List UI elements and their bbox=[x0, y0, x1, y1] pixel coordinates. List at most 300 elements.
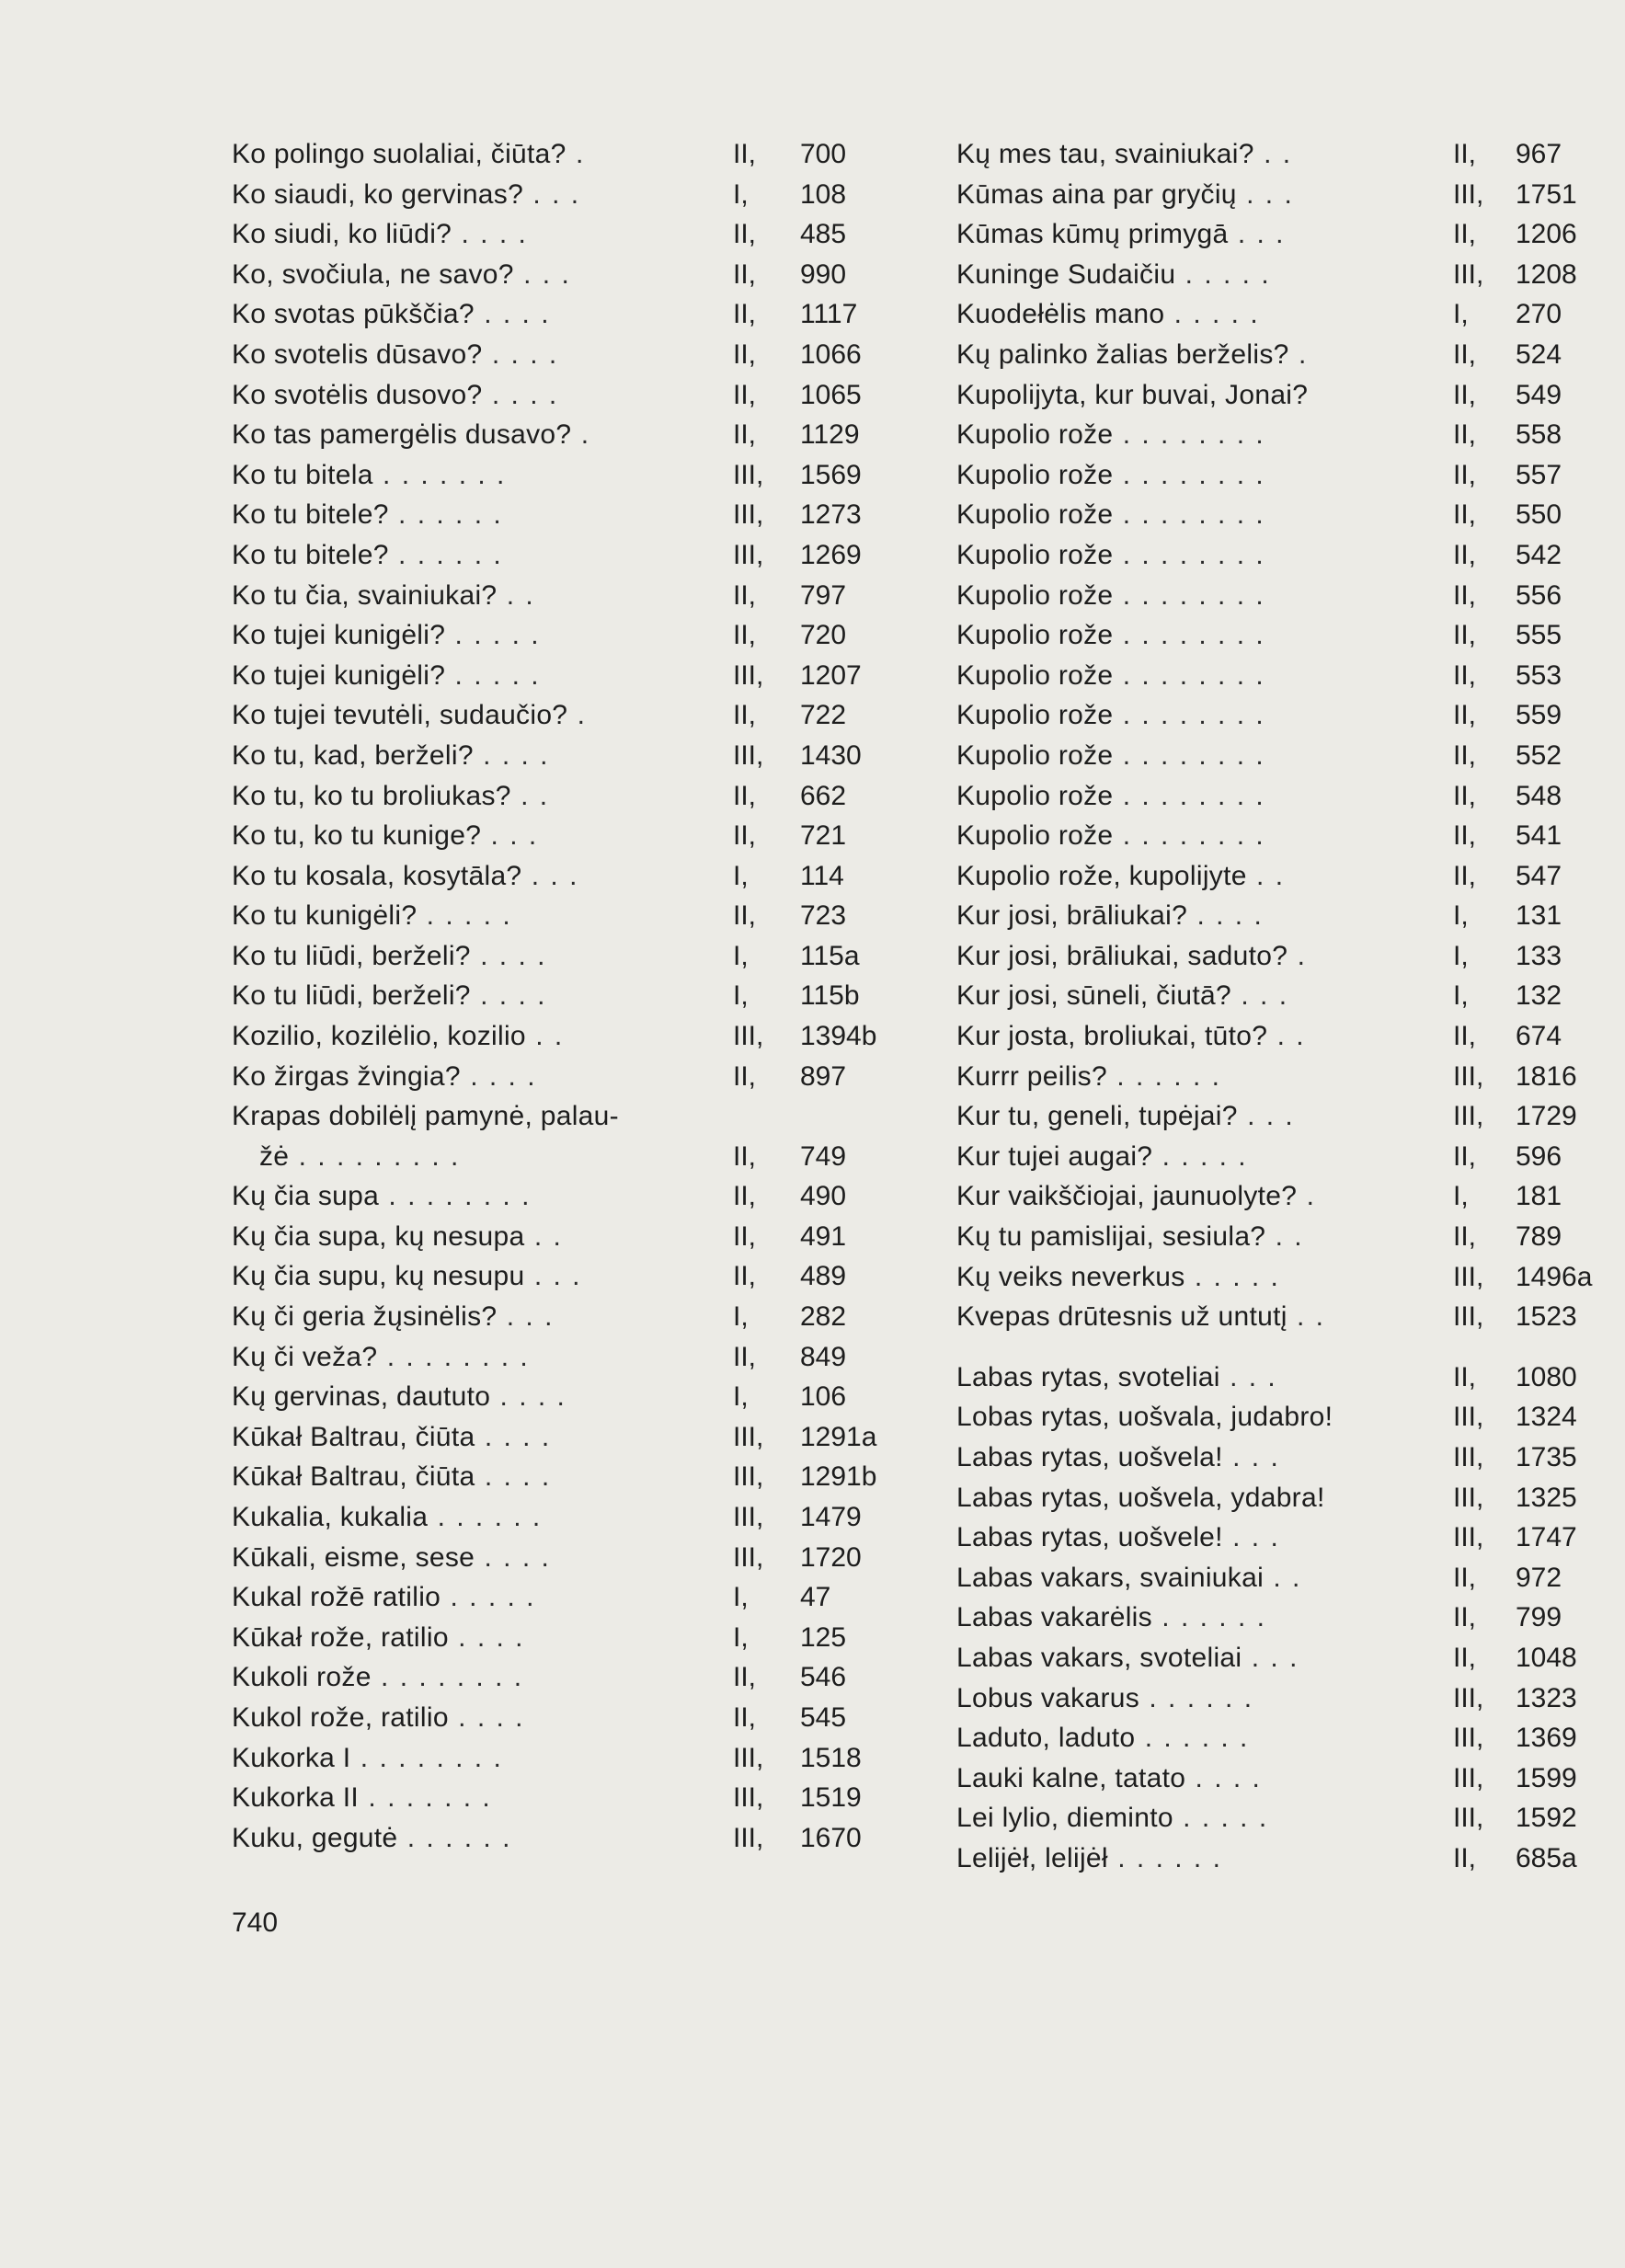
entry-title: Labas rytas, uošvela, ydabra! bbox=[956, 1482, 1325, 1513]
entry-title: Kupolio rože . . . . . . . . bbox=[956, 459, 1265, 490]
entry-volume: III, bbox=[733, 1782, 764, 1814]
entry-volume: II, bbox=[733, 219, 757, 250]
leader-dots: . . . . . . . bbox=[372, 459, 507, 490]
leader-dots: . . . bbox=[497, 1301, 555, 1333]
index-entry bbox=[232, 1096, 857, 1176]
entry-title: Labas vakars, svoteliai . . . bbox=[956, 1642, 1299, 1673]
leader-dots: . . . . . . bbox=[397, 1822, 512, 1853]
entry-title: Ko tu kunigėli? . . . . . bbox=[232, 900, 512, 932]
entry-volume: II, bbox=[733, 620, 757, 651]
leader-dots: . bbox=[571, 419, 591, 451]
entry-volume: I, bbox=[1453, 1181, 1469, 1212]
entry-number: 106 bbox=[800, 1381, 847, 1413]
entry-number: 1430 bbox=[800, 739, 862, 771]
entry-volume: III, bbox=[1453, 178, 1484, 210]
entry-title: Labas rytas, uošvele! . . . bbox=[956, 1522, 1280, 1553]
leader-dots: . . . bbox=[1231, 980, 1289, 1012]
index-entry bbox=[956, 1057, 1582, 1097]
index-entry bbox=[232, 1778, 862, 1818]
entry-number: 559 bbox=[1516, 700, 1562, 731]
entry-title: Lobus vakarus . . . . . . bbox=[956, 1682, 1254, 1713]
leader-dots: . . . . bbox=[473, 739, 550, 771]
entry-volume: I, bbox=[733, 860, 749, 891]
entry-volume: II, bbox=[1453, 1221, 1477, 1253]
leader-dots: . . . . . . . . bbox=[1113, 539, 1265, 570]
leader-dots: . . bbox=[497, 579, 535, 611]
entry-number: 789 bbox=[1516, 1221, 1562, 1253]
index-entry bbox=[232, 1497, 862, 1538]
entry-volume: I, bbox=[1453, 900, 1469, 932]
entry-title: Kupolio rože . . . . . . . . bbox=[956, 659, 1265, 691]
entry-title: Kupolio rože, kupolijyte . . bbox=[956, 860, 1286, 891]
index-entry bbox=[956, 1518, 1582, 1558]
entry-number: 1518 bbox=[800, 1742, 862, 1773]
entry-volume: III, bbox=[733, 539, 764, 570]
entry-number: 485 bbox=[800, 219, 847, 250]
entry-title: Kupolio rože . . . . . . . . bbox=[956, 820, 1265, 852]
index-entry bbox=[956, 214, 1582, 255]
entry-number: 1394b bbox=[800, 1021, 877, 1052]
leader-dots: . . . . . bbox=[1175, 258, 1271, 290]
index-entry bbox=[956, 1096, 1582, 1137]
leader-dots: . . . . bbox=[475, 1541, 551, 1573]
entry-number: 1751 bbox=[1516, 178, 1577, 210]
leader-dots: . . . bbox=[1236, 178, 1294, 210]
entry-volume: III, bbox=[733, 1822, 764, 1853]
entry-number: 114 bbox=[800, 860, 844, 891]
index-entry bbox=[232, 335, 862, 375]
index-entry bbox=[956, 1357, 1582, 1398]
entry-volume: II, bbox=[1453, 659, 1477, 691]
index-entry bbox=[232, 375, 862, 416]
leader-dots: . . . bbox=[481, 820, 539, 852]
entry-number: 1599 bbox=[1516, 1762, 1577, 1793]
leader-dots: . . . . . . bbox=[428, 1502, 543, 1532]
entry-volume: I, bbox=[1453, 299, 1469, 330]
entry-number: 1117 bbox=[800, 299, 858, 330]
leader-dots: . . . . . bbox=[1152, 1140, 1248, 1172]
entry-volume: II, bbox=[1453, 459, 1477, 490]
entry-volume: I, bbox=[733, 940, 749, 971]
entry-volume: II, bbox=[733, 1181, 757, 1212]
entry-number: 972 bbox=[1516, 1562, 1562, 1593]
index-entry bbox=[956, 615, 1582, 656]
index-entry bbox=[232, 976, 860, 1016]
leader-dots: . . . . . . . . bbox=[1113, 579, 1265, 611]
index-entry bbox=[232, 816, 857, 856]
leader-dots: . . . . . bbox=[417, 900, 512, 932]
entry-volume: III, bbox=[1453, 1762, 1484, 1793]
index-entry bbox=[232, 175, 857, 215]
entry-volume: II, bbox=[1453, 739, 1477, 771]
entry-title: Kur vaikščiojai, jaunuolyte? . bbox=[956, 1181, 1316, 1212]
entry-title-continuation: žė . . . . . . . . . bbox=[259, 1140, 461, 1172]
entry-volume: II, bbox=[733, 1220, 757, 1252]
entry-number: 849 bbox=[800, 1341, 847, 1372]
entry-number: 47 bbox=[800, 1582, 831, 1613]
index-entry bbox=[232, 495, 862, 535]
entry-volume: III, bbox=[733, 1421, 764, 1452]
entry-number: 270 bbox=[1516, 299, 1562, 330]
leader-dots: . . . . bbox=[448, 1701, 525, 1733]
entry-volume: II, bbox=[733, 700, 757, 731]
index-entry bbox=[956, 255, 1582, 295]
entry-title: Lobas rytas, uošvala, judabro! bbox=[956, 1402, 1333, 1433]
entry-volume: II, bbox=[733, 1140, 757, 1172]
index-entry bbox=[232, 695, 857, 736]
entry-number: 1048 bbox=[1516, 1642, 1577, 1673]
entry-volume: I, bbox=[733, 1582, 749, 1613]
index-entry bbox=[232, 134, 857, 175]
entry-title: Kukalia, kukalia . . . . . . bbox=[232, 1502, 543, 1532]
entry-number: 967 bbox=[1516, 139, 1562, 169]
entry-volume: II, bbox=[733, 579, 757, 611]
entry-number: 553 bbox=[1516, 659, 1562, 691]
entry-title: Kur josi, brāliukai, saduto? . bbox=[956, 940, 1307, 971]
entry-volume: III, bbox=[1453, 1402, 1484, 1433]
index-entry bbox=[956, 1176, 1582, 1217]
index-entry bbox=[232, 1297, 857, 1337]
index-entry bbox=[956, 1478, 1582, 1518]
index-entry bbox=[232, 856, 857, 897]
entry-title: Kūkali, eisme, sese . . . . bbox=[232, 1541, 551, 1573]
leader-dots: . bbox=[567, 700, 587, 731]
entry-number: 797 bbox=[800, 579, 847, 611]
index-entry bbox=[232, 1057, 857, 1097]
index-entry bbox=[956, 535, 1582, 576]
entry-number: 491 bbox=[800, 1220, 847, 1252]
leader-dots: . . . bbox=[523, 178, 581, 210]
index-entry bbox=[232, 1657, 857, 1698]
entry-volume: II, bbox=[733, 299, 757, 330]
entry-number: 799 bbox=[1516, 1602, 1562, 1633]
leader-dots: . . . bbox=[524, 1261, 582, 1292]
entry-volume: II, bbox=[733, 900, 757, 932]
leader-dots: . . bbox=[525, 1021, 565, 1052]
index-entry bbox=[956, 415, 1582, 455]
index-entry bbox=[232, 1256, 857, 1297]
index-column-left bbox=[232, 134, 877, 1858]
entry-volume: III, bbox=[1453, 1522, 1484, 1553]
entry-title: Krapas dobilėlį pamynė, palau- bbox=[232, 1101, 619, 1132]
index-entry bbox=[232, 1457, 877, 1497]
entry-volume: III, bbox=[733, 739, 764, 771]
index-entry bbox=[956, 335, 1582, 375]
index-entry bbox=[232, 1337, 857, 1378]
entry-title: Kūkał Baltrau, čiūta . . . . bbox=[232, 1421, 552, 1452]
entry-number: 1720 bbox=[800, 1541, 862, 1573]
entry-title: Labas vakarėlis . . . . . . bbox=[956, 1602, 1266, 1633]
index-entry bbox=[232, 1577, 857, 1618]
entry-number: 108 bbox=[800, 178, 847, 210]
leader-dots: . . . . . . bbox=[388, 499, 503, 531]
entry-title: Kukol rože, ratilio . . . . bbox=[232, 1701, 525, 1733]
entry-number: 1670 bbox=[800, 1822, 862, 1853]
entry-title: Kų či geria žųsinėlis? . . . bbox=[232, 1301, 555, 1333]
index-entry bbox=[956, 294, 1582, 335]
leader-dots: . . . . . . . . bbox=[1113, 780, 1265, 811]
entry-title: Ko tu liūdi, berželi? . . . . bbox=[232, 980, 547, 1012]
entry-number: 557 bbox=[1516, 459, 1562, 490]
entry-number: 1269 bbox=[800, 539, 862, 570]
index-entry bbox=[232, 294, 857, 335]
entry-title: Kukal rožē ratilio . . . . . bbox=[232, 1582, 536, 1613]
entry-number: 721 bbox=[800, 820, 847, 852]
index-entry bbox=[956, 175, 1582, 215]
leader-dots: . . . bbox=[1222, 1522, 1280, 1553]
index-entry bbox=[956, 1798, 1582, 1838]
entry-title: Ko tu, ko tu kunige? . . . bbox=[232, 820, 539, 852]
leader-dots: . . . . . bbox=[1184, 1261, 1280, 1292]
index-column-right bbox=[956, 134, 1593, 1879]
entry-number: 556 bbox=[1516, 579, 1562, 611]
index-entry bbox=[956, 1257, 1593, 1298]
leader-dots: . . bbox=[524, 1220, 563, 1252]
entry-volume: III, bbox=[733, 499, 764, 531]
entry-number: 282 bbox=[800, 1301, 847, 1333]
leader-dots: . . . . . . . . bbox=[1113, 459, 1265, 490]
entry-number: 181 bbox=[1516, 1181, 1562, 1212]
entry-volume: I, bbox=[1453, 940, 1469, 971]
entry-volume: II, bbox=[733, 1662, 757, 1693]
entry-number: 1208 bbox=[1516, 258, 1577, 290]
entry-title: Kų veiks neverkus . . . . . bbox=[956, 1261, 1280, 1292]
entry-volume: III, bbox=[1453, 1261, 1484, 1292]
leader-dots: . . . bbox=[513, 258, 571, 290]
index-entry bbox=[956, 736, 1582, 776]
entry-title: Ko tu, ko tu broliukas? . . bbox=[232, 780, 550, 811]
entry-number: 558 bbox=[1516, 419, 1562, 451]
entry-volume: II, bbox=[1453, 1361, 1477, 1392]
entry-title: Labas rytas, uošvela! . . . bbox=[956, 1442, 1280, 1472]
entry-title: Kų palinko žalias berželis? . bbox=[956, 338, 1309, 370]
entry-title: Kūkał Baltrau, čiūta . . . . bbox=[232, 1461, 552, 1493]
entry-number: 131 bbox=[1516, 900, 1562, 932]
leader-dots: . . bbox=[1264, 1562, 1302, 1593]
index-entry bbox=[232, 1377, 857, 1417]
entry-title: Kūmas kūmų primygā . . . bbox=[956, 219, 1286, 250]
index-entry bbox=[232, 1016, 877, 1057]
index-entry bbox=[956, 134, 1582, 175]
entry-number: 1735 bbox=[1516, 1442, 1577, 1472]
entry-number: 1569 bbox=[800, 459, 862, 490]
leader-dots: . . bbox=[1287, 1301, 1326, 1333]
entry-number: 550 bbox=[1516, 499, 1562, 531]
entry-volume: II, bbox=[733, 258, 757, 290]
leader-dots: . . . . . bbox=[441, 1582, 536, 1613]
entry-volume: II, bbox=[1453, 620, 1477, 651]
entry-volume: II, bbox=[733, 820, 757, 852]
index-entry bbox=[956, 576, 1582, 616]
entry-number: 133 bbox=[1516, 940, 1562, 971]
entry-title: Kur tujei augai? . . . . . bbox=[956, 1140, 1248, 1172]
entry-volume: III, bbox=[733, 1461, 764, 1493]
leader-dots: . . bbox=[1265, 1221, 1304, 1253]
index-entry bbox=[232, 776, 857, 817]
entry-number: 1066 bbox=[800, 338, 862, 370]
entry-title: Ko žirgas žvingia? . . . . bbox=[232, 1060, 537, 1092]
entry-title: Ko tu liūdi, berželi? . . . . bbox=[232, 940, 547, 971]
index-entry bbox=[956, 1598, 1582, 1638]
entry-title: Ko, svočiula, ne savo? . . . bbox=[232, 258, 571, 290]
entry-volume: II, bbox=[1453, 1021, 1477, 1052]
leader-dots: . bbox=[1288, 338, 1309, 370]
index-entry bbox=[956, 375, 1582, 416]
entry-volume: II, bbox=[1453, 219, 1477, 250]
leader-dots: . . . bbox=[1219, 1361, 1277, 1392]
index-entry bbox=[232, 615, 857, 656]
leader-dots: . . . . . . . . bbox=[1113, 739, 1265, 771]
entry-number: 1519 bbox=[800, 1782, 862, 1814]
leader-dots: . bbox=[566, 139, 586, 169]
entry-title: Ko tu bitele? . . . . . . bbox=[232, 499, 503, 531]
entry-number: 545 bbox=[800, 1701, 847, 1733]
entry-title: Kų gervinas, daututo . . . . bbox=[232, 1381, 566, 1413]
leader-dots: . . . . bbox=[470, 980, 547, 1012]
index-entry bbox=[232, 455, 862, 496]
entry-volume: II, bbox=[1453, 700, 1477, 731]
entry-volume: I, bbox=[733, 1621, 749, 1653]
entry-number: 548 bbox=[1516, 780, 1562, 811]
leader-dots: . . . . . bbox=[1173, 1803, 1269, 1834]
entry-number: 132 bbox=[1516, 980, 1562, 1012]
leader-dots: . . . . . . . . bbox=[1113, 620, 1265, 651]
entry-volume: II, bbox=[1453, 379, 1477, 410]
entry-volume: II, bbox=[1453, 539, 1477, 570]
leader-dots: . . . . . . . bbox=[359, 1782, 492, 1814]
leader-dots: . . . . bbox=[482, 379, 559, 410]
entry-title: Kur josi, brāliukai? . . . . bbox=[956, 900, 1264, 932]
leader-dots: . . . . . . . . bbox=[1113, 419, 1265, 451]
entry-volume: I, bbox=[1453, 980, 1469, 1012]
leader-dots: . . . . . . bbox=[1135, 1723, 1250, 1754]
entry-number: 1325 bbox=[1516, 1482, 1577, 1513]
entry-volume: III, bbox=[733, 459, 764, 490]
entry-title: Kupolio rože . . . . . . . . bbox=[956, 539, 1265, 570]
entry-number: 125 bbox=[800, 1621, 847, 1653]
index-entry bbox=[956, 1678, 1582, 1719]
entry-number: 541 bbox=[1516, 820, 1562, 852]
entry-title: Ko svotelis dūsavo? . . . . bbox=[232, 338, 559, 370]
entry-number: 1729 bbox=[1516, 1101, 1577, 1132]
entry-number: 1523 bbox=[1516, 1301, 1577, 1333]
entry-volume: I, bbox=[733, 178, 749, 210]
entry-volume: III, bbox=[1453, 258, 1484, 290]
page-number: 740 bbox=[232, 1907, 279, 1938]
index-entry bbox=[956, 1718, 1582, 1758]
entry-title: Lei lylio, dieminto . . . . . bbox=[956, 1803, 1269, 1834]
entry-number: 700 bbox=[800, 139, 847, 169]
entry-number: 1207 bbox=[800, 659, 862, 691]
entry-title: Kukorka II . . . . . . . bbox=[232, 1782, 492, 1814]
index-entry bbox=[232, 1818, 862, 1859]
entry-volume: II, bbox=[1453, 1602, 1477, 1633]
index-entry bbox=[232, 1538, 862, 1578]
entry-volume: II, bbox=[1453, 139, 1477, 169]
entry-title: Kurrr peilis? . . . . . . bbox=[956, 1060, 1221, 1092]
entry-volume: II, bbox=[1453, 1842, 1477, 1873]
entry-title: Ko svotėlis dusovo? . . . . bbox=[232, 379, 559, 410]
leader-dots: . . . . . . bbox=[1106, 1060, 1221, 1092]
leader-dots: . . . bbox=[521, 860, 579, 891]
leader-dots: . . . . . . . . bbox=[379, 1181, 532, 1212]
entry-volume: II, bbox=[733, 1701, 757, 1733]
entry-volume: II, bbox=[1453, 1562, 1477, 1593]
index-entry bbox=[956, 896, 1582, 936]
entry-title: Ko tu bitela . . . . . . . bbox=[232, 459, 507, 490]
index-entry bbox=[232, 1217, 857, 1257]
entry-number: 524 bbox=[1516, 338, 1562, 370]
index-entry bbox=[956, 976, 1582, 1016]
entry-volume: II, bbox=[1453, 338, 1477, 370]
entry-volume: II, bbox=[1453, 820, 1477, 852]
entry-volume: II, bbox=[1453, 860, 1477, 891]
leader-dots: . . . bbox=[1228, 219, 1286, 250]
entry-number: 549 bbox=[1516, 379, 1562, 410]
leader-dots: . . . . . . bbox=[1139, 1682, 1254, 1713]
entry-volume: III, bbox=[733, 659, 764, 691]
entry-number: 596 bbox=[1516, 1140, 1562, 1172]
entry-title: Ko svotas pūkščia? . . . . bbox=[232, 299, 551, 330]
leader-dots: . . . . bbox=[475, 1421, 552, 1452]
index-entry bbox=[956, 695, 1582, 736]
entry-volume: II, bbox=[733, 139, 757, 169]
entry-volume: II, bbox=[1453, 1642, 1477, 1673]
entry-volume: II, bbox=[1453, 499, 1477, 531]
entry-title: Kupolio rože . . . . . . . . bbox=[956, 579, 1265, 611]
entry-title: Kupolio rože . . . . . . . . bbox=[956, 419, 1265, 451]
leader-dots: . . bbox=[1246, 860, 1286, 891]
entry-volume: I, bbox=[733, 980, 749, 1012]
entry-volume: III, bbox=[1453, 1060, 1484, 1092]
entry-title: Kų čia supu, kų nesupu . . . bbox=[232, 1261, 582, 1292]
entry-title: Ko tu bitele? . . . . . . bbox=[232, 539, 503, 570]
leader-dots: . . . . bbox=[1187, 900, 1264, 932]
entry-number: 1747 bbox=[1516, 1522, 1577, 1553]
leader-dots: . . . bbox=[1222, 1442, 1280, 1472]
entry-title: Kų či veža? . . . . . . . . bbox=[232, 1341, 530, 1372]
index-entry bbox=[956, 776, 1582, 817]
entry-number: 1080 bbox=[1516, 1361, 1577, 1392]
index-entry bbox=[956, 1016, 1582, 1057]
entry-volume: III, bbox=[733, 1742, 764, 1773]
entry-volume: III, bbox=[1453, 1723, 1484, 1754]
index-entry bbox=[232, 1698, 857, 1738]
entry-title: Ko polingo suolaliai, čiūta? . bbox=[232, 139, 586, 169]
index-entry bbox=[956, 1558, 1582, 1598]
entry-volume: II, bbox=[733, 379, 757, 410]
entry-number: 990 bbox=[800, 258, 847, 290]
entry-number: 546 bbox=[800, 1662, 847, 1693]
entry-number: 1816 bbox=[1516, 1060, 1577, 1092]
index-entry bbox=[956, 1758, 1582, 1799]
entry-number: 490 bbox=[800, 1181, 847, 1212]
entry-title: Kur josi, sūneli, čiutā? . . . bbox=[956, 980, 1289, 1012]
entry-volume: II, bbox=[1453, 1140, 1477, 1172]
entry-number: 1369 bbox=[1516, 1723, 1577, 1754]
entry-title: Ko tu čia, svainiukai? . . bbox=[232, 579, 535, 611]
entry-number: 1479 bbox=[800, 1502, 862, 1532]
entry-number: 542 bbox=[1516, 539, 1562, 570]
index-entry bbox=[956, 455, 1582, 496]
entry-number: 1291b bbox=[800, 1461, 877, 1493]
entry-number: 749 bbox=[800, 1140, 847, 1172]
entry-number: 722 bbox=[800, 700, 847, 731]
entry-title: Kų mes tau, svainiukai? . . bbox=[956, 139, 1293, 169]
leader-dots: . . . . . . . . bbox=[350, 1742, 503, 1773]
entry-title: Kūkał rože, ratilio . . . . bbox=[232, 1621, 525, 1653]
entry-number: 1592 bbox=[1516, 1803, 1577, 1834]
